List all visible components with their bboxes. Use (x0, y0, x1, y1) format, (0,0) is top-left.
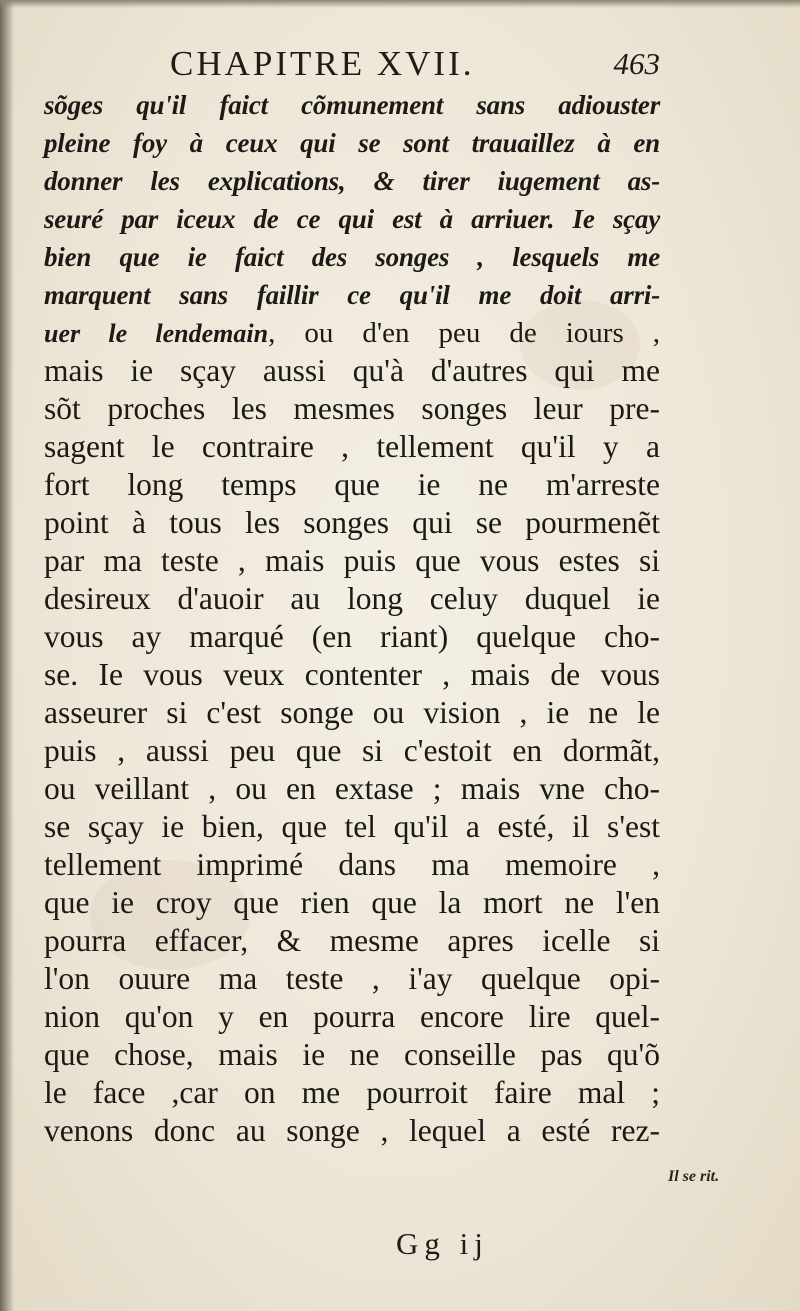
text-line: ou veillant , ou en extase ; mais vne cho- (44, 771, 660, 806)
text-line: le face ,car on me pourroit faire mal ; (44, 1075, 660, 1110)
page-header (170, 44, 660, 90)
text-line: sõges qu'il faict cõmunement sans adiouster (44, 90, 660, 120)
text-line: marquent sans faillir ce qu'il me doit arri- (44, 280, 660, 310)
text-line: se sçay ie bien, que tel qu'il a esté, il s'est (44, 809, 660, 844)
page-top-edge (0, 0, 800, 8)
text-line: venons donc au songe , lequel a esté rez- (44, 1113, 660, 1148)
text-line: par ma teste , mais puis que vous estes si (44, 543, 660, 578)
text-line: l'on ouure ma teste , i'ay quelque opi- (44, 961, 660, 996)
roman-run: , ou d'en peu de iours , (268, 317, 660, 349)
body-text (44, 86, 660, 1150)
text-line: puis , aussi peu que si c'estoit en dormãt, (44, 733, 660, 768)
text-line: tellement imprimé dans ma memoire , (44, 847, 660, 882)
text-line: point à tous les songes qui se pourmenẽt (44, 505, 660, 540)
margin-note: Il se rit. (668, 1168, 720, 1185)
page-number: 463 (613, 46, 660, 81)
text-line: desireux d'auoir au long celuy duquel ie (44, 581, 660, 616)
italic-run: uer le lendemain (44, 319, 269, 348)
text-line: que ie croy que rien que la mort ne l'en (44, 885, 660, 920)
text-line: mais ie sçay aussi qu'à d'autres qui me (44, 353, 660, 388)
text-line: pleine foy à ceux qui se sont trauaillez à en (44, 128, 660, 158)
text-line: donner les explications, & tirer iugement as- (44, 166, 660, 196)
text-line (44, 314, 660, 352)
text-line: fort long temps que ie ne m'arreste (44, 467, 660, 502)
text-line: seuré par iceux de ce qui est à arriuer. Ie sçay (44, 204, 660, 234)
text-line: bien que ie faict des songes , lesquels me (44, 242, 660, 272)
text-line: asseurer si c'est songe ou vision , ie ne le (44, 695, 660, 730)
text-line: vous ay marqué (en riant) quelque cho- (44, 619, 660, 654)
signature-mark: Gg ij (396, 1226, 489, 1261)
text-line: pourra effacer, & mesme apres icelle si (44, 923, 660, 958)
text-line: que chose, mais ie ne conseille pas qu'õ (44, 1037, 660, 1072)
text-line: sagent le contraire , tellement qu'il y a (44, 429, 660, 464)
text-line: sõt proches les mesmes songes leur pre- (44, 391, 660, 426)
binding-gutter (0, 0, 14, 1311)
running-head: CHAPITRE XVII. (170, 44, 475, 83)
text-line: se. Ie vous veux contenter , mais de vous (44, 657, 660, 692)
text-line: nion qu'on y en pourra encore lire quel- (44, 999, 660, 1034)
